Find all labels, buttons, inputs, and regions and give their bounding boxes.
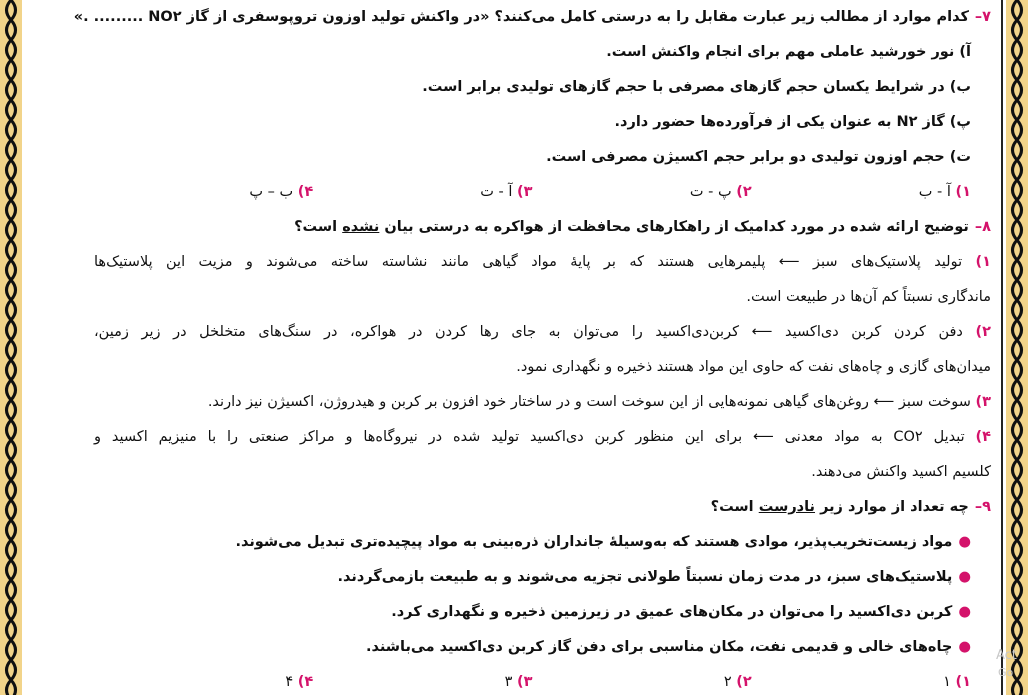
q7-prompt (24, 0, 1001, 35)
q9-underlined-word: نادرست (758, 499, 816, 515)
decorative-border-right (1006, 0, 1028, 695)
q7-option-1[interactable]: ۱) آ - ب (918, 184, 971, 200)
decorative-border-left (0, 0, 22, 695)
q8-number: ۸– (974, 219, 991, 235)
q7-item-d: ت) حجم اوزون تولیدی دو برابر حجم اکسیژن مصرفی است. (546, 149, 971, 165)
q8-option-2-line-2: میدان‌های گازی و چاه‌های نفت که حاوی این مواد هستند ذخیره و نگهداری نمود. (516, 359, 991, 375)
q9-bullet-1: ●مواد زیست‌تخریب‌پذیر، موادی هستند که به‌وسیلۀ جانداران ذره‌بینی به مواد پیچیده‌تری تبدیل می‌شوند. (235, 534, 971, 550)
q8-option-2-line-1[interactable]: ۲) دفن کردن کربن دی‌اکسید ⟵ کربن‌دی‌اکسید را می‌توان به جای رها کردن در هواکره، در سنگ‌های متخلخل در زیر زمین، (94, 324, 991, 340)
q7-item-b: ب) در شرایط یکسان حجم گازهای مصرفی با حجم گازهای تولیدی برابر است. (422, 79, 971, 95)
q9-prompt: ۹–چه تعداد از موارد زیر نادرست است؟ (710, 499, 991, 515)
exam-page (24, 0, 1001, 695)
bullet-icon: ● (958, 604, 971, 620)
q8-option-1-line-1[interactable]: ۱) تولید پلاستیک‌های سبز ⟵ پلیمرهایی هستند که بر پایۀ مواد گیاهی مانند نشاسته ساخته می‌شوند و مزیت این پلاستیک‌ها (94, 254, 991, 270)
q9-option-3[interactable]: ۳) ۳ (504, 674, 533, 690)
q8-option-3-line-1[interactable]: ۳) سوخت سبز ⟵ روغن‌های گیاهی نمونه‌هایی از این سوخت است و در ساختار خود افزون بر کربن و هیدروژن، اکسیژن نیز دارند. (207, 394, 991, 410)
q8-option-1-line-2: ماندگاری نسبتاً کم آن‌ها در طبیعت است. (746, 289, 991, 305)
q8-underlined-word: نشده (342, 219, 380, 235)
q9-number: ۹– (974, 499, 991, 515)
q8-option-4-line-1[interactable]: ۴) تبدیل CO۲ به مواد معدنی ⟵ برای این منظور کربن دی‌اکسید تولید شده در نیروگاه‌ها و مراکز صنعتی را با منیزیم اکسید و (94, 429, 992, 445)
q7-item-c: پ) گاز N۲ به عنوان یکی از فرآورده‌ها حضور دارد. (614, 114, 971, 130)
q7-option-4[interactable]: ۴) ب – پ (249, 184, 314, 200)
q7-options (24, 175, 1001, 210)
q9-option-4[interactable]: ۴) ۴ (285, 674, 314, 690)
bullet-icon: ● (958, 534, 971, 550)
q9-bullet-3: ●کربن دی‌اکسید را می‌توان در مکان‌های عمیق در زیرزمین ذخیره و نگهداری کرد. (391, 604, 971, 620)
q7-item-a: آ) نور خورشید عاملی مهم برای انجام واکنش است. (606, 44, 971, 60)
q7-prompt-text: کدام موارد از مطالب زیر عبارت مقابل را به درستی کامل می‌کنند؟ «در واکنش تولید اوزون تروپوسفری از گاز NO۲ ......... .» (73, 9, 969, 25)
right-rule (1001, 0, 1003, 695)
bullet-icon: ● (958, 569, 971, 585)
watermark-line-2: Go (998, 666, 1014, 679)
q9-option-1[interactable]: ۱) ۱ (943, 674, 971, 690)
q7-option-3[interactable]: ۳) آ - ت (480, 184, 533, 200)
q8-option-4-line-2: کلسیم اکسید واکنش می‌دهند. (811, 464, 991, 480)
q7-number: ۷– (974, 9, 991, 25)
q9-bullet-4: ●چاه‌های خالی و قدیمی نفت، مکان مناسبی برای دفن گاز کربن دی‌اکسید می‌باشند. (365, 639, 971, 655)
q9-option-2[interactable]: ۲) ۲ (723, 674, 752, 690)
q8-prompt: ۸–توضیح ارائه شده در مورد کدامیک از راهکارهای محافظت از هواکره به درستی بیان نشده است؟ (294, 219, 991, 235)
q7-option-2[interactable]: ۲) پ - ت (689, 184, 752, 200)
bullet-icon: ● (958, 639, 971, 655)
watermark-line-1: Act (996, 648, 1017, 663)
q9-bullet-2: ●پلاستیک‌های سبز، در مدت زمان نسبتاً طولانی تجزیه می‌شوند و به طبیعت بازمی‌گردند. (337, 569, 971, 585)
